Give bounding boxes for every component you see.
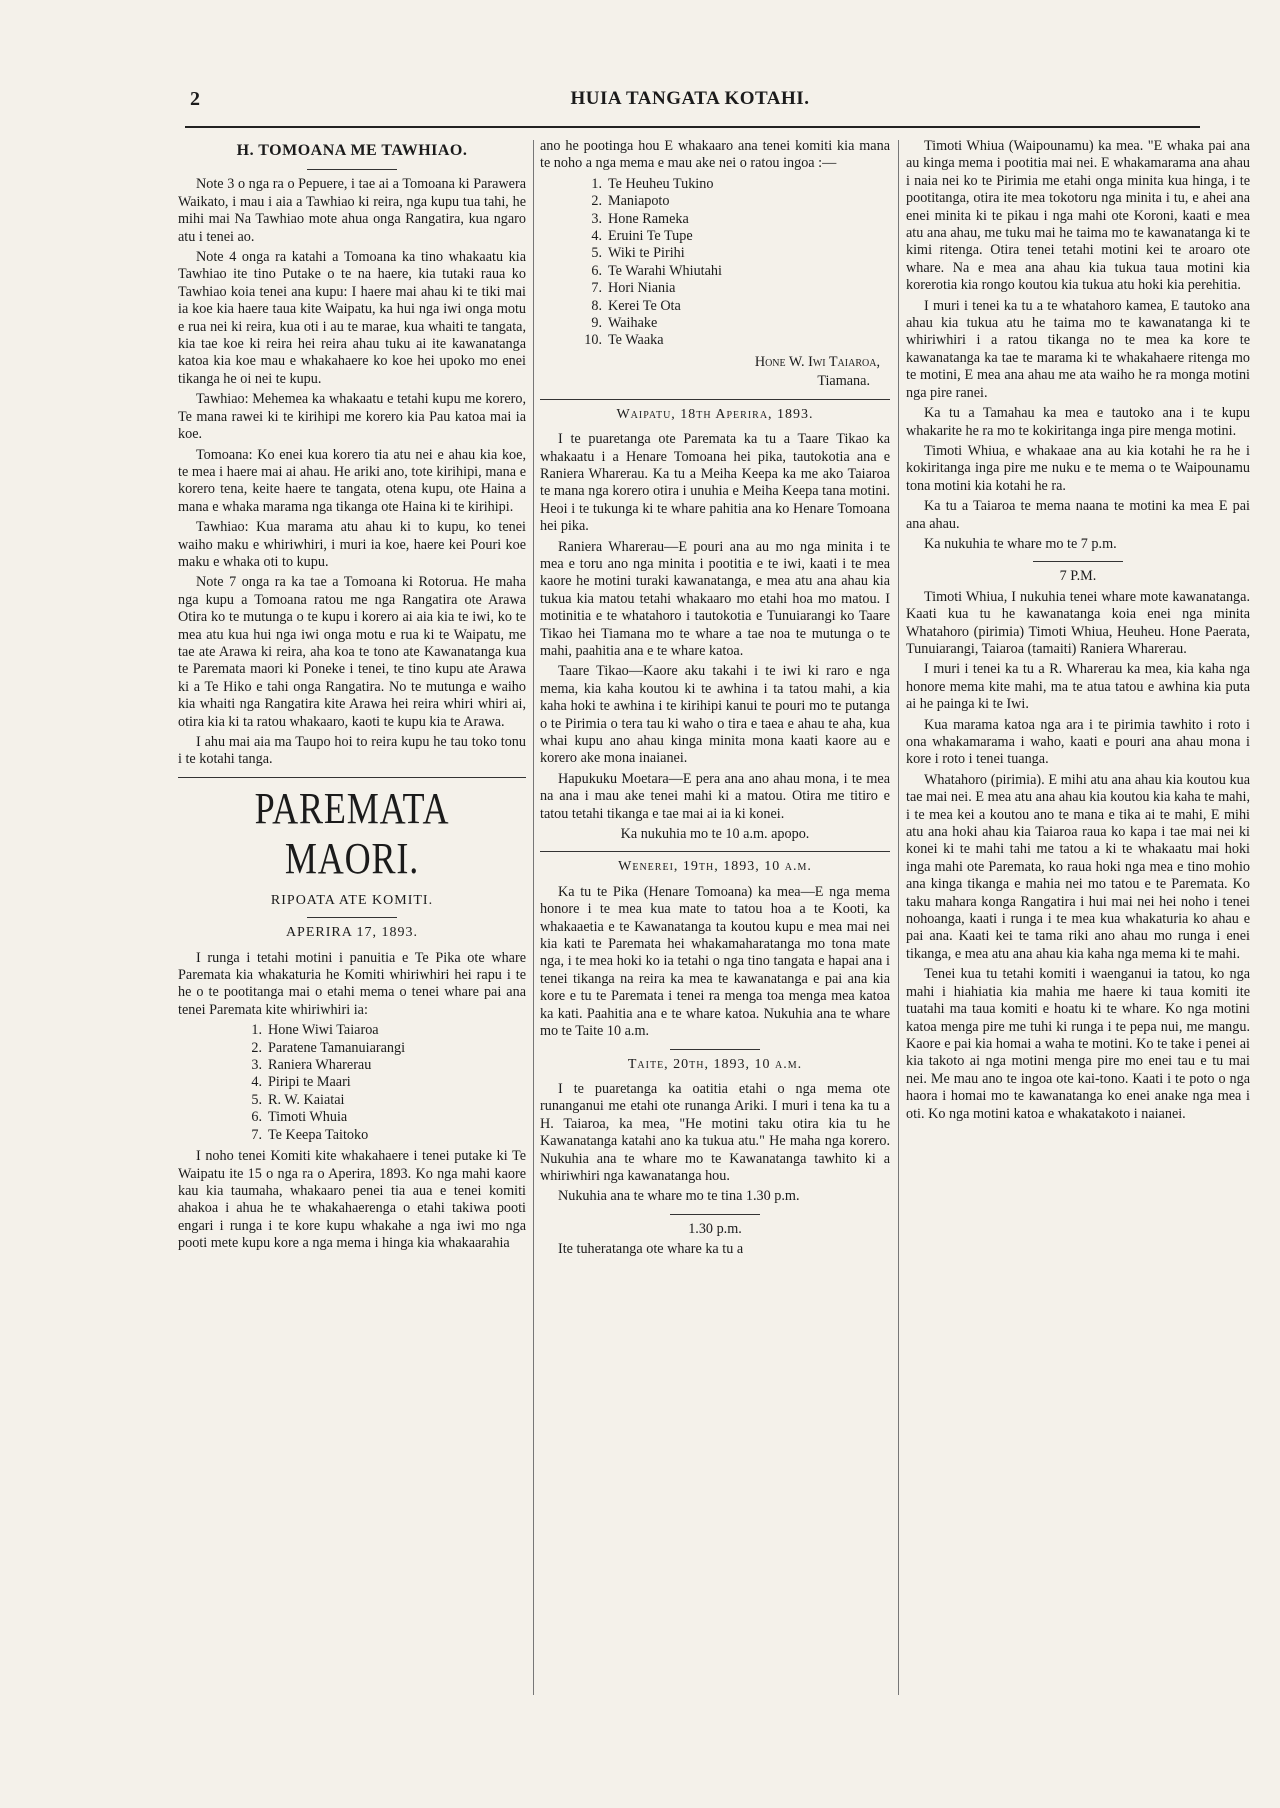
- section-rule: [540, 399, 890, 400]
- dateline: Taite, 20th, 1893, 10 a.m.: [627, 1056, 803, 1072]
- list-item: 1. Te Heuheu Tukino: [591, 175, 714, 192]
- paragraph: Ka tu a Taiaroa te mema naana te motini ka mea E pai ana ahau.: [906, 498, 1250, 532]
- list-item: 7. Te Keepa Taitoko: [251, 1126, 369, 1143]
- paragraph: Hapukuku Moetara—E pera ana ano ahau mona, i te mea na ana i mau ake tenei mahi ki a matou. Otira me titiro e tatou tetahi tikanga e tae mai ai ia ki konei.: [540, 770, 890, 822]
- paragraph: Nukuhia ana te whare mo te tina 1.30 p.m.: [558, 1188, 800, 1205]
- time-mark: 1.30 p.m.: [688, 1220, 742, 1237]
- list-item: 2. Maniapoto: [591, 193, 670, 210]
- list-item: 4. Piripi te Maari: [251, 1074, 351, 1091]
- paragraph: I te puaretanga ote Paremata ka tu a Taare Tikao ka whakaatu i a Henare Tomoana hei pika, tautokotia ana e Raniera Wharerau. Ka tu a Meiha Keepa ka me ako Taiaroa te mana nga korero otira i unuhia e Meiha Keepa tana motini. Heoi i te tukunga ki te whare pahitia ana ko Henare Tomoana hei pika.: [540, 431, 890, 535]
- time-mark: 7 P.M.: [1059, 568, 1097, 585]
- list-item: 3. Hone Rameka: [591, 210, 689, 227]
- paragraph: Timoti Whiua, e whakaae ana au kia kotahi he ra he i kokiritanga inga pire me nuku e te mema o te Waipounamu tona motini kia kotahi he ra.: [906, 442, 1250, 494]
- dateline: Waipatu, 18th Aperira, 1893.: [616, 406, 814, 422]
- signature-role: Tiamana.: [817, 373, 870, 390]
- paragraph: Timoti Whiua, I nukuhia tenei whare mote kawanatanga. Kaati kua tu he kawanatanga koia enei nga minita Whatahoro (pirimia) Timoti Whiua, Heuheu. Hone Paerata, Tunuiarangi, Taiaroa (tamaiti) Raniera Wharerau.: [906, 588, 1250, 657]
- paragraph: Ka nukuhia mo te 10 a.m. apopo.: [620, 826, 810, 843]
- column-1: [178, 138, 526, 1256]
- report-title: RIPOATA ATE KOMITI.: [270, 892, 434, 908]
- report-date: APERIRA 17, 1893.: [285, 925, 419, 941]
- section-rule: [178, 777, 526, 778]
- list-item: 1. Hone Wiwi Taiaroa: [251, 1022, 379, 1039]
- section-title-paremata-maori: PAREMATA MAORI.: [254, 783, 450, 883]
- paragraph: I muri i tenei ka tu a te whatahoro kamea, E tautoko ana ahau kia tukua atu he taima mo te kawanatanga ki te whiriwhiri i a ratou tikanga no te mea ka kore te kawanatanga ka tae te marama ki te whakahaere ritenga mo te motini, E mea ana ahau me ata waiho he ra monga motini nga pire ranei.: [906, 297, 1250, 401]
- column-3: [906, 138, 1250, 1126]
- page-header: [190, 88, 1190, 118]
- time-rule: [670, 1214, 760, 1215]
- list-item: 6. Timoti Whuia: [251, 1109, 348, 1126]
- report-rule: [307, 917, 397, 918]
- paragraph: Ite tuheratanga ote whare ka tu a: [558, 1241, 744, 1258]
- list-item: 3. Raniera Wharerau: [251, 1057, 372, 1074]
- paragraph: Ka nukuhia te whare mo te 7 p.m.: [924, 535, 1117, 552]
- paragraph: Note 3 o nga ra o Pepuere, i tae ai a Tomoana ki Parawera Waikato, i mau i aia a Tawhiao ki reira, nga kupu tua tahi, he mihi mai Na Tawhiao mote ahua onga Rangatira, kua ngaro atu i tenei ao.: [178, 176, 526, 245]
- list-item: 5. R. W. Kaiatai: [251, 1091, 345, 1108]
- section-rule: [540, 851, 890, 852]
- heading-rule: [307, 169, 397, 170]
- paragraph: I te puaretanga ka oatitia etahi o nga mema ote runanganui me etahi ote runanga Ariki. I muri i tena ka tu a H. Taiaroa, ka mea, "He motini taku otira kia tu he Kawanatanga katahi ano ka tukua atu." He maha nga korero. Nukuhia ana te whare mo te Kawanatanga tawhito ki a whiriwhiri nga kawanatanga hou.: [540, 1080, 890, 1184]
- column-divider-1: [533, 140, 534, 1695]
- list-item: 2. Paratene Tamanuiarangi: [251, 1039, 406, 1056]
- paragraph: Raniera Wharerau—E pouri ana au mo nga minita i te mea e toru ano nga minita i pootitia e te iwi, kaati i te mea kaore he motini turaki kawanatanga, e mea atu ana ahau kia tukua kia matou tetahi whakaaro mo etahi hoa mo matou. I motinitia e te whatahoro i tautokotia e Tunuiarangi ko Taare Tikao hei Tiamana mo te whare a tae noa te mutunga o te mahi, paahitia ana e te whare katoa.: [540, 538, 890, 659]
- article-heading-tomoana: H. TOMOANA ME TAWHIAO.: [236, 142, 468, 159]
- paragraph: Note 4 onga ra katahi a Tomoana ka tino whakaatu kia Tawhiao ite tino Putake o te na haere, kia tutaki raua ko Tawhiao koia tenei ana kupu: I haere mai ahau ki te tiki mai ia koe kia haere taua kite Waipatu, ka hui nga iwi onga motu e rua nei ki reira, kua oti i au te marae, kua whaiti te tangata, kia tae koe ki reira hei reira ahau tuku ai ite kawanatanga katoa kia koe mau e whakahaere ko koe hei upoko mo enei tikanga he oi nei te kupu.: [178, 249, 526, 387]
- members-list: [540, 176, 890, 350]
- paragraph: Note 7 onga ra ka tae a Tomoana ki Rotorua. He maha nga kupu a Tomoana ratou me nga Rangatira ote Arawa Otira ko te mutunga o te kupu i korero ai aia kia te iwi, ko te mea atu kua hui nga iwi onga motu e rua ki te Waipatu, me tae ate Arawa ki reira, aha koa te tono ate Kawanatanga kua te Paremata maori ki Poneke i tenei, te tino kupu ate Arawa ki a Te Hiko e tahi onga Rangatira. No te mutunga e waiho kia whaiti nga Rangatira kite Arawa hei reira whiri whiri ai, otira kia ki ta ratou whakaaro, kaoti te kupu kia te Arawa.: [178, 574, 526, 730]
- paragraph: Kua marama katoa nga ara i te pirimia tawhito i roto i ona whakamarama i waho, kaati e pouri ana ahau mona i kore i roto i tenei tuanga.: [906, 716, 1250, 768]
- paragraph: Timoti Whiua (Waipounamu) ka mea. "E whaka pai ana au kinga mema i pootitia mai nei. E whakamarama ana ahau i naia nei ko te Pirimia me etahi onga minita kua hinga, i te pootitanga, otira ite mea tokotoru nga minita i tu, e ahei ana enei minita ki te pikau i nga mahi ote Koroni, kaati e mea atu ana ahau, me tuku mai he taima mo te kawanatanga ki te kimi ritenga. Otira tenei tetahi motini kei te aroaro ote whare. Na e mea ana ahau kia tukua taua motini kia korerotia kia rongo koutou kia tukua atu hoki kia perehitia.: [906, 138, 1250, 294]
- page-number: 2: [190, 88, 200, 110]
- signature: Hone W. Iwi Taiaroa,: [754, 353, 880, 370]
- list-item: 10. Te Waaka: [584, 332, 664, 349]
- list-item: 8. Kerei Te Ota: [591, 297, 681, 314]
- paragraph: Tawhiao: Mehemea ka whakaatu e tetahi kupu me korero, Te mana rawei ki te kirihipi me korero kia Pau katoa mai ia koe.: [178, 391, 526, 443]
- list-item: 6. Te Warahi Whiutahi: [591, 262, 722, 279]
- masthead: HUIA TANGATA KOTAHI.: [570, 88, 810, 109]
- committee-list: [178, 1022, 526, 1144]
- dateline: Wenerei, 19th, 1893, 10 a.m.: [618, 859, 812, 875]
- header-rule: [185, 126, 1200, 128]
- paragraph: I noho tenei Komiti kite whakahaere i tenei putake ki Te Waipatu ite 15 o nga ra o Aperira, 1893. Ko nga mahi kaore kau kia taumaha, whakaaro penei tia aua e tenei komiti ahakoa i ahua he te whakahaerenga o etahi takiwa pooti engari i runga i te kore kupu whakahe a nga iwi mo nga pooti mete kupu kore a nga mema i hinga kia whakaarahia: [178, 1148, 526, 1252]
- paragraph: I muri i tenei ka tu a R. Wharerau ka mea, kia kaha nga honore mema kite mahi, ma te atua tatou e awhina kia puta ai he painga ki te Iwi.: [906, 661, 1250, 713]
- list-item: 5. Wiki te Pirihi: [591, 245, 685, 262]
- column-divider-2: [898, 140, 899, 1695]
- section-rule: [670, 1049, 760, 1050]
- paragraph: Whatahoro (pirimia). E mihi atu ana ahau kia koutou kua tae mai nei. E mea atu ana ahau kia koutou kia kaha te mahi, i te mea kei a koutou ano te mana e tika ai te mahi, E mihi atu ana hoki ahau kia Taiaroa raua ko kapa i tae mai nei ki konei ki te mahi tahi me tatou a ki te whakaatu mai hoki inga mahi ote Paremata, ko raua hoki nga mea e tino mohio ana kinga tikanga e mahia nei mo tatou e te Paremata. Ko taku mahara konga Rangatira i hui mai nei hei noho i tenei nohoanga, kaati i runga i te mea kua whakaturia ko ahau e pai ana. Kaati kei te tama riki ano ahau mo runga i enei tikanga, e mea atu ana ahau kia kaha nga mema ki te mahi.: [906, 771, 1250, 962]
- paragraph: Tawhiao: Kua marama atu ahau ki to kupu, ko tenei waiho maku e whiriwhiri, i muri ia koe, haere kei Pouri koe maku e whaka oti to kupu.: [178, 519, 526, 570]
- paragraph: Tomoana: Ko enei kua korero tia atu nei e ahau kia koe, te mea i haere mai ai ahau. He ariki ano, tote kirihipi, mana e korero tena, keite haere te tangata, otena kupu, ote Haina a mana e whaka marama nga tikanga ote Haina ki te kirihipi.: [178, 446, 526, 515]
- list-item: 9. Waihake: [591, 315, 658, 332]
- paragraph: I ahu mai aia ma Taupo hoi to reira kupu he tau toko tonu i te kotahi tanga.: [178, 734, 526, 768]
- paragraph: Taare Tikao—Kaore aku takahi i te iwi ki raro e nga mema, kia kaha koutou ki te awhina i ta tatou mahi, a kia kaha hoki te awhina i te kirihipi kanui te pouri mo te putanga o te Pirimia o tera tau ki waho o tira e taea e ahau te aha, kua whai kupu ano ahau kinga minita mona kaati kaore au e korero ake mona inaianei.: [540, 663, 890, 767]
- paragraph: Ka tu te Pika (Henare Tomoana) ka mea—E nga mema honore i te mea kua mate to tatou hoa a te Kooti, ka whakaaetia e te Kawanatanga ta koutou kupu e mea mai nei kia kati te Paremata hei whakamaharatanga mo tona mate nga, i te mea hoki ko ia tetahi o nga tino tangata e hapai ana i tenei tikanga na reira ka mea te kawanatanga e pai ana kia kore e tu te Paremata i tenei ra menga toa menga mea katoa ka kati. Paahitia ana e te whare katoa. Nukuhia ana te whare mo te Taite 10 a.m.: [540, 883, 890, 1040]
- column-2: [540, 138, 890, 1262]
- paragraph: Ka tu a Tamahau ka mea e tautoko ana i te kupu whakarite he ra mo te kokiritanga inga pire menga motini.: [906, 405, 1250, 439]
- paragraph: I runga i tetahi motini i panuitia e Te Pika ote whare Paremata kia whakaturia he Komiti whiriwhiri hei rapu i te he o te pootitanga mai o etahi mema o tenei whare pai ana tenei Paremata kite whiriwhiri ia:: [178, 949, 526, 1018]
- list-item: 4. Eruini Te Tupe: [591, 228, 693, 245]
- list-item: 7. Hori Niania: [591, 280, 676, 297]
- time-rule: [1033, 561, 1123, 562]
- paragraph: ano he pootinga hou E whakaaro ana tenei komiti kia mana te noho a nga mema e mau ake nei o ratou ingoa :—: [540, 138, 890, 172]
- paragraph: Tenei kua tu tetahi komiti i waenganui ia tatou, ko nga mahi i hiahiatia kia mahia me haere ki taua komiti ite tuatahi ma taua komiti e hoatu ki te whare. Ko nga motini katoa menga pire me tuhi ki runga i te pepa nui, me mangu. Kaore e pai kia homai a waha te motini. Ko te take i penei ai kia takoto ai nga motini menga pire mo enei tau e tu mai nei. Me mau ano te ingoa ote kai-tono. Kaati i te poto o nga haora i homai mo te kawanatanga ko enei anake nga mea i oti. Ko nga motini katoa e whakatakoto i naianei.: [906, 966, 1250, 1122]
